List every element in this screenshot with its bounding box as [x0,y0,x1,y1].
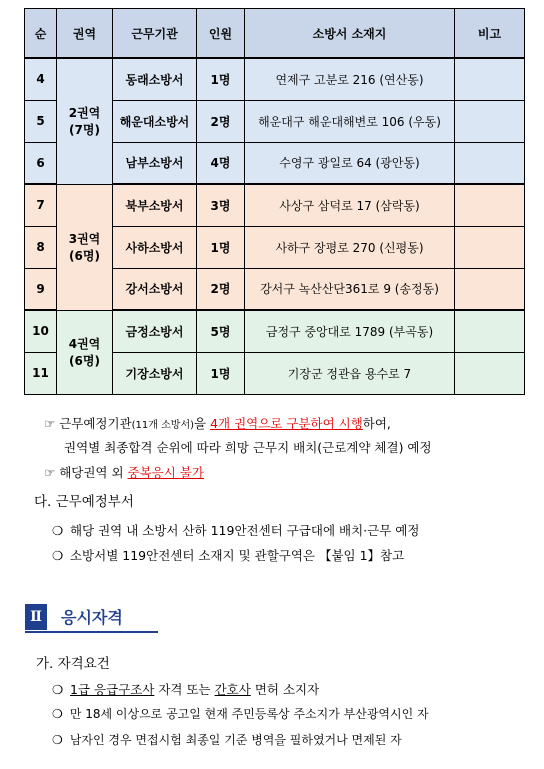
cell-staff: 3명 [197,184,245,226]
list-item [52,705,429,722]
circle-bullet-icon: ❍ [52,523,64,538]
cell-no: 7 [25,184,57,226]
fire-station-table [24,8,525,395]
bullet-text: 해당 권역 내 소방서 산하 119안전센터 구급대에 배치·근무 예정 [69,523,420,538]
pointing-hand-icon: ☞ [44,416,56,431]
bullet-text: 소방서별 119안전센터 소재지 및 관할구역은 【붙임 1】참고 [69,548,405,563]
table-row [25,58,525,100]
cell-address: 금정구 중앙대로 1789 (부곡동) [245,310,455,352]
cell-region [57,184,113,310]
circle-bullet-icon: ❍ [52,733,63,747]
note-line-1 [44,414,391,432]
cell-address: 연제구 고분로 216 (연산동) [245,58,455,100]
cell-address: 해운대구 해운대해변로 106 (우동) [245,100,455,142]
cell-note [455,58,525,100]
cell-station: 기장소방서 [113,352,197,394]
header-station: 근무기관 [113,9,197,59]
bullet-text: 자격 또는 [154,682,215,697]
cell-station: 강서소방서 [113,268,197,310]
circle-bullet-icon: ❍ [52,707,63,721]
cell-station: 금정소방서 [113,310,197,352]
cell-note [455,184,525,226]
cell-no: 8 [25,226,57,268]
cell-staff: 1명 [197,352,245,394]
cell-address: 사하구 장평로 270 (신평동) [245,226,455,268]
cell-note [455,100,525,142]
cell-note [455,226,525,268]
cell-address: 기장군 정관읍 용수로 7 [245,352,455,394]
cell-address: 사상구 삼덕로 17 (삼락동) [245,184,455,226]
cell-staff: 1명 [197,226,245,268]
section-title: 응시자격 [61,608,123,627]
cell-staff: 2명 [197,100,245,142]
region-name: 4권역 [68,337,101,351]
table-row [25,184,525,226]
bullet-text: 만 18세 이상으로 공고일 현재 주민등록상 주소지가 부산광역시인 자 [69,707,429,721]
section-underline [25,631,158,633]
cell-no: 10 [25,310,57,352]
section-da-title: 다. 근무예정부서 [34,494,134,510]
cell-note [455,352,525,394]
cell-staff: 2명 [197,268,245,310]
cell-station: 남부소방서 [113,142,197,184]
note-highlight-red: 4개 권역으로 구분하여 시행 [210,416,363,431]
cell-note [455,310,525,352]
header-address: 소방서 소재지 [245,9,455,59]
cell-staff: 4명 [197,142,245,184]
note-small-text: (11개 소방서) [131,420,195,431]
cell-no: 6 [25,142,57,184]
underlined-text: 1급 응급구조사 [69,682,155,697]
bullet-text: 남자인 경우 면접시험 최종일 기준 병역을 필하였거나 면제된 자 [69,733,402,747]
region-count: (6명) [69,249,100,263]
table-header-row [25,9,525,59]
cell-region [57,58,113,184]
cell-region [57,310,113,394]
cell-no: 4 [25,58,57,100]
table-row [25,310,525,352]
header-note: 비고 [455,9,525,59]
region-name: 3권역 [68,232,101,246]
region-count: (6명) [69,354,100,368]
cell-station: 해운대소방서 [113,100,197,142]
cell-no: 5 [25,100,57,142]
cell-station: 북부소방서 [113,184,197,226]
cell-address: 강서구 녹산산단361로 9 (송정동) [245,268,455,310]
cell-note [455,268,525,310]
region-name: 2권역 [68,106,101,121]
note-text: 을 [194,416,211,431]
cell-no: 9 [25,268,57,310]
bullet-text: 면허 소지자 [250,682,320,697]
header-staff: 인원 [197,9,245,59]
cell-station: 동래소방서 [113,58,197,100]
header-no: 순 [25,9,57,59]
section-ga-title: 가. 자격요건 [36,656,110,672]
cell-staff: 5명 [197,310,245,352]
list-item [52,680,319,698]
section-numeral: Ⅱ [25,604,47,630]
header-region: 권역 [57,9,113,59]
region-count: (7명) [69,123,100,138]
note-text: 하여, [362,416,391,431]
list-item [52,521,419,539]
list-item [52,546,404,564]
pointing-hand-icon: ☞ [44,465,56,480]
circle-bullet-icon: ❍ [52,682,64,697]
cell-station: 사하소방서 [113,226,197,268]
note-line-3 [44,463,204,481]
note-line-2: 권역별 최종합격 순위에 따라 희망 근무지 배치(근로계약 체결) 예정 [64,440,432,455]
cell-no: 11 [25,352,57,394]
underlined-text: 간호사 [214,682,251,697]
list-item [52,731,402,748]
cell-staff: 1명 [197,58,245,100]
note-text: 해당권역 외 [59,465,128,480]
note-text: 근무예정기관 [59,416,132,431]
note-highlight-red: 중복응시 불가 [127,465,204,480]
cell-address: 수영구 광일로 64 (광안동) [245,142,455,184]
circle-bullet-icon: ❍ [52,548,64,563]
cell-note [455,142,525,184]
